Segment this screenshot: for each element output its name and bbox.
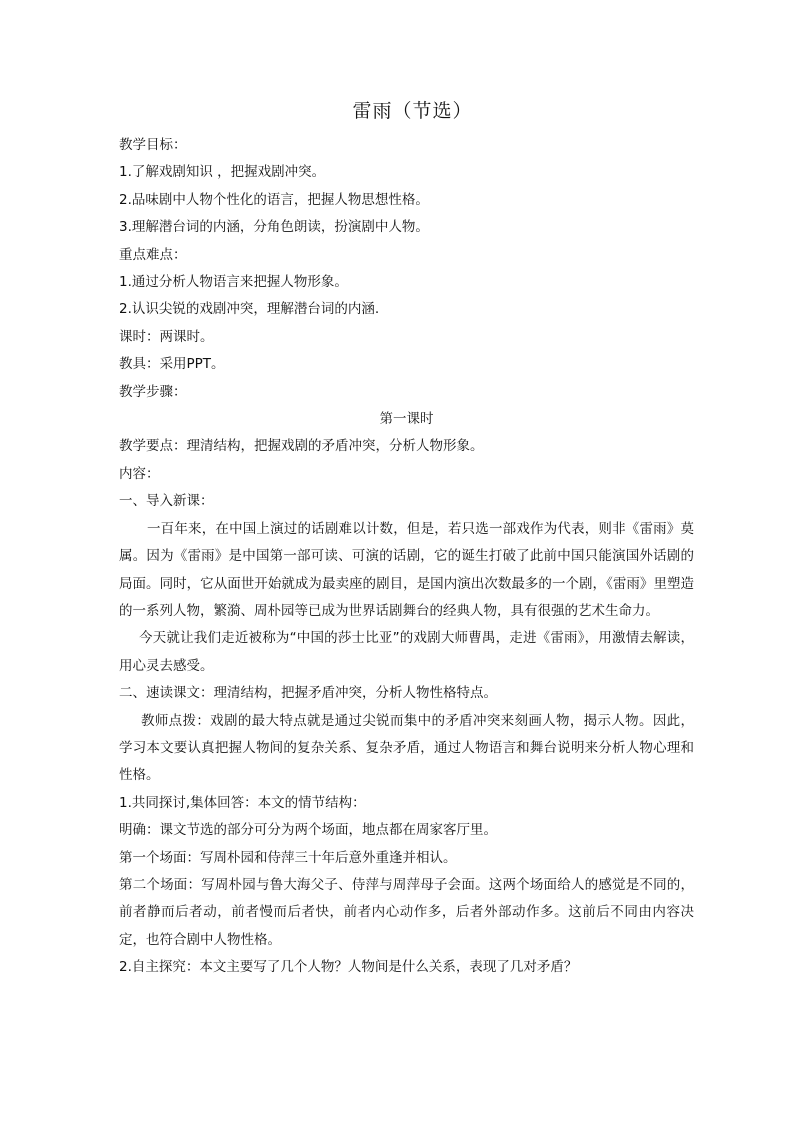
- teacher-tip-paragraph: 教师点拨：戏剧的最大特点就是通过尖锐而集中的矛盾冲突来刻画人物，揭示人物。因此，学习本文要认真把握人物间的复杂关系、复杂矛盾，通过人物语言和舞台说明来分析人物心理和性格。: [119, 712, 694, 784]
- key-points-heading: 重点难点：: [119, 246, 187, 263]
- objectives-heading: 教学目标：: [119, 137, 187, 153]
- reading-heading: 二、速读课文：理清结构，把握矛盾冲突，分析人物性格特点。: [119, 685, 497, 702]
- objective-item: 2.品味剧中人物个性化的语言，把握人物思想性格。: [119, 191, 429, 208]
- class-hours: 课时：两课时。: [119, 328, 214, 345]
- key-point-item: 1.通过分析人物语言来把握人物形象。: [119, 274, 348, 291]
- intro-paragraph-2: 今天就让我们走近被称为“中国的莎士比亚”的戏剧大师曹禺，走进《雷雨》，用激情去解读，用心灵去感受。: [119, 630, 694, 674]
- scene-2: 第二个场面：写周朴园与鲁大海父子、侍萍与周萍母子会面。这两个场面给人的感觉是不同的，前者静而后者动，前者慢而后者快，前者内心动作多，后者外部动作多。这前后不同由内容决定，也符合剧中人物性格。: [119, 876, 694, 948]
- discussion-question-1: 1.共同探讨,集体回答：本文的情节结构：: [119, 794, 366, 811]
- intro-heading: 一、导入新课：: [119, 493, 214, 510]
- intro-paragraph-1: 一百年来，在中国上演过的话剧难以计数，但是，若只选一部戏作为代表，则非《雷雨》莫属。因为《雷雨》是中国第一部可读、可演的话剧，它的诞生打破了此前中国只能演国外话剧的局面。同时，它从面世开始就成为最卖座的剧目，是国内演出次数最多的一个剧，《雷雨》里塑造的一系列人物，繁漪、周朴园等已成为世界话剧舞台的经典人物，具有很强的艺术生命力。: [119, 520, 694, 619]
- steps-heading: 教学步骤：: [119, 383, 187, 400]
- scene-1: 第一个场面：写周朴园和侍萍三十年后意外重逢并相认。: [119, 849, 457, 866]
- teaching-tools: 教具：采用PPT。: [119, 356, 225, 373]
- key-point-item: 2.认识尖锐的戏剧冲突，理解潜台词的内涵.: [119, 301, 380, 318]
- answer-1: 明确：课文节选的部分可分为两个场面，地点都在周家客厅里。: [119, 822, 497, 839]
- content-label: 内容：: [119, 465, 160, 482]
- document-title: 雷雨（节选）: [352, 100, 473, 122]
- lesson-one-heading: 第一课时: [379, 411, 434, 428]
- document-page: [119, 98, 694, 982]
- lesson-key-point: 教学要点：理清结构，把握戏剧的矛盾冲突，分析人物形象。: [119, 438, 484, 455]
- discussion-question-2: 2.自主探究：本文主要写了几个人物？人物间是什么关系，表现了几对矛盾？: [119, 959, 578, 976]
- objective-item: 3.理解潜台词的内涵，分角色朗读，扮演剧中人物。: [119, 219, 429, 236]
- objective-item: 1.了解戏剧知识 ，把握戏剧冲突。: [119, 164, 326, 181]
